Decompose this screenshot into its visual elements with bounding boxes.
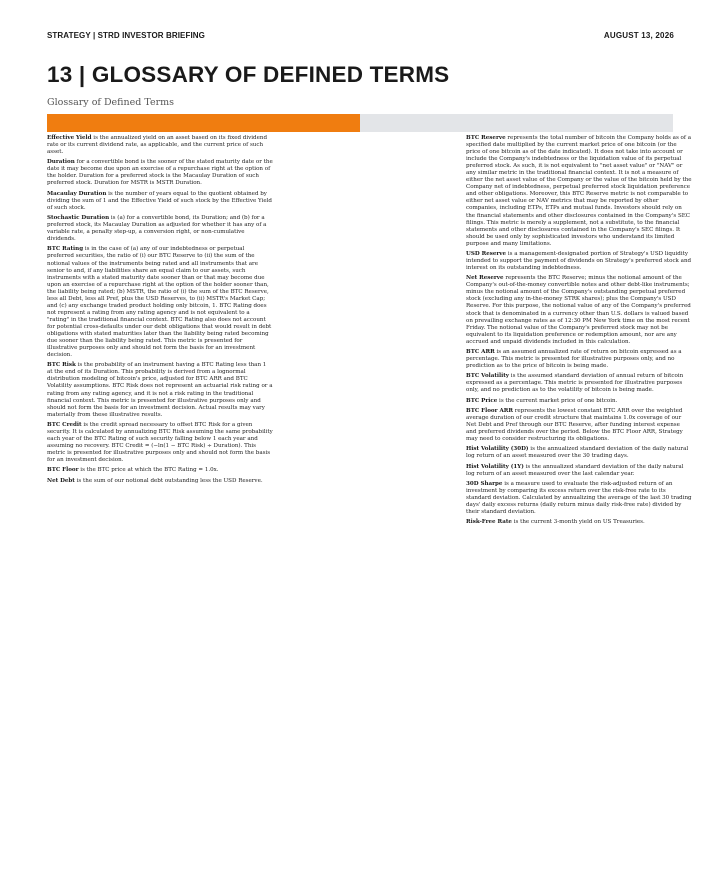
glossary-term: BTC Rating bbox=[47, 246, 84, 253]
glossary-definition: for a convertible bond is the sooner of the stated maturity date or the date it may become due upon an exercise of a repurchase right at the option of the holder. Duration for a preferred stock is the Macaulay Duration of such preferred stock. Duration for MSTR is MSTR Duration. bbox=[47, 159, 273, 187]
glossary-entry bbox=[47, 191, 273, 212]
gray-band bbox=[360, 114, 673, 132]
glossary-definition: represents the lowest constant BTC ARR over the weighted average duration of our credit structure that maintains 1.0x coverage of our Net Debt and Pref through our BTC Reserve, after funding interest expense and preferred dividends over the period. Below the BTC Floor ARR, Strategy may need to consider restructuring its obligations. bbox=[466, 407, 683, 442]
glossary-term: 30D Sharpe bbox=[466, 480, 503, 487]
glossary-term: Macaulay Duration bbox=[47, 190, 107, 197]
glossary-entry bbox=[47, 215, 273, 243]
glossary-term: Risk-Free Rate bbox=[466, 519, 512, 526]
glossary-definition: is an assumed annualized rate of return on bitcoin expressed as a percentage. This metric is presented for illustrative purposes only, and no prediction as to the price of bitcoin is being made. bbox=[466, 348, 682, 370]
header-left-text: STRATEGY | STRD INVESTOR BRIEFING bbox=[47, 31, 205, 40]
glossary-term: BTC ARR bbox=[466, 348, 495, 355]
glossary-definition: represents the total number of bitcoin the Company holds as of a specified date multiplied by the current market price of one bitcoin (or the price of one bitcoin as of the date indicated). It does not take into account or include the Company's indebtedness or the liquidation value of its perpetual preferred stock. As such, it is not equivalent to "net asset value" or "NAV" or any similar metric in the traditional financial context. It is not a measure of either the net asset value of the Company or the value of the bitcoin held by the Company net of indebtedness, perpetual preferred stock liquidation preference and other obligations. Moreover, this BTC Reserve metric is not comparable to either net asset value or NAV metrics that may be reported by other companies, including ETPs, ETPs and mutual funds. Investors should rely on the financial statements and other disclosures contained in the Company's SEC filings. This metric is merely a supplement, not a substitute, to the financial statements and other disclosures contained in the Company's SEC filings. It should be used only by sophisticated investors who understand its limited purpose and many limitations. bbox=[466, 135, 692, 247]
glossary-definition: is in the case of (a) any of our indebtedness or perpetual preferred securities, the ratio of (i) our BTC Reserve to (ii) the sum of the notional values of the instruments being rated and all instruments that are senior to and, if any liabilities share an equal claim to our assets, such instruments with a stated maturity date sooner than or that may become due upon an exercise of a repurchase right at the option of the holder sooner than, the liability being rated; (b) MSTR, the ratio of (i) the sum of the BTC Reserve, less all Debt, less all Pref, plus the USD Reserves, to (ii) MSTR's Market Cap; and (c) any exchange traded product holding only bitcoin, 1. BTC Rating does not represent a rating from any rating agency and is not equivalent to a "rating" in the traditional financial context. BTC Rating also does not account for potential cross-defaults under our debt obligations that would result in debt obligations with stated maturities later than the liability being rated becoming due sooner than the liability being rated. This metric is presented for illustrative purposes only and should not form the basis for an investment decision. bbox=[47, 246, 272, 359]
glossary-entry bbox=[466, 408, 692, 443]
glossary-term: BTC Price bbox=[466, 397, 498, 404]
page-subtitle: Glossary of Defined Terms bbox=[47, 97, 175, 108]
page-title: 13 | GLOSSARY OF DEFINED TERMS bbox=[47, 62, 450, 87]
glossary-entry bbox=[47, 159, 273, 187]
glossary-entry bbox=[47, 467, 273, 474]
glossary-entry bbox=[466, 464, 692, 478]
glossary-entry bbox=[47, 478, 273, 485]
glossary-term: BTC Floor ARR bbox=[466, 407, 513, 414]
glossary-definition: is a management-designated portion of Strategy's USD liquidity intended to support the payment of dividends on Strategy's preferred stock and interest on its outstanding indebtedness. bbox=[466, 250, 692, 272]
glossary-definition: is the annualized standard deviation of the daily natural log return of an asset measured over the last calendar year. bbox=[466, 463, 684, 477]
glossary-definition: is the annualized yield on an asset based on its fixed dividend rate or its current dividend rate, as applicable, and the current price of such asset. bbox=[47, 135, 267, 156]
glossary-definition: is the number of years equal to the quotient obtained by dividing the sum of 1 and the Effective Yield of such stock by the Effective Yield of such stock. bbox=[47, 190, 272, 211]
glossary-definition: is the current market price of one bitcoin. bbox=[497, 397, 618, 404]
glossary-definition: is the credit spread necessary to offset BTC Risk for a given security. It is calculated by annualizing BTC Risk assuming the same probability each year of the BTC Rating of such security falling below 1 each year and assuming no recovery. BTC Credit = (−ln(1 − BTC Risk) ÷ Duration). This metric is presented for illustrative purposes only and should not form the basis for an investment decision. bbox=[47, 421, 273, 464]
glossary-term: BTC Risk bbox=[47, 362, 76, 369]
glossary-entry bbox=[466, 251, 692, 272]
glossary-term: BTC Floor bbox=[47, 467, 79, 474]
glossary-entry bbox=[47, 246, 273, 359]
glossary-entry bbox=[466, 373, 692, 394]
glossary-definition: is the probability of an instrument having a BTC Rating less than 1 at the end of its Duration. This probability is derived from a lognormal distribution modeling of bitcoin's price, adjusted for BTC ARR and BTC Volatility assumptions. BTC Risk does not represent an actuarial risk rating or a rating from any rating agency, and it is not a risk rating in the traditional financial context. This metric is presented for illustrative purposes only and should not form the basis for an investment decision. Actual results may vary materially from these illustrative results. bbox=[47, 362, 273, 418]
glossary-entry bbox=[47, 362, 273, 418]
glossary-definition: represents the BTC Reserve; minus the notional amount of the Company's out-of-the-money convertible notes and other debt-like instruments; minus the notional amount of the Company's outstanding perpetual preferred stock (excluding any in-the-money STRK shares); plus the Company's USD Reserve. For this purpose, the notional value of any of the Company's preferred stock that is denominated in a currency other than U.S. dollars is valued based on prevailing exchange rates as of 12:30 PM New York time on the most recent Friday. The notional value of the Company's preferred stock may not be equivalent to its liquidation preference or redemption amount, nor are any accrued and unpaid dividends included in this calculation. bbox=[466, 275, 691, 345]
glossary-entry bbox=[466, 135, 692, 248]
header-date: AUGUST 13, 2026 bbox=[603, 31, 674, 40]
glossary-term: Hist Volatility (30D) bbox=[466, 446, 529, 453]
glossary-term: Hist Volatility (1Y) bbox=[466, 463, 524, 470]
glossary-term: Duration bbox=[47, 159, 75, 166]
glossary-entry bbox=[466, 398, 692, 405]
glossary-right-column bbox=[466, 135, 692, 529]
glossary-term: BTC Volatility bbox=[466, 373, 510, 380]
glossary-left-column bbox=[47, 135, 273, 488]
glossary-definition: is the current 3-month yield on US Treasuries. bbox=[511, 519, 645, 526]
glossary-definition: is the BTC price at which the BTC Rating = 1.0x. bbox=[78, 467, 219, 474]
glossary-term: Effective Yield bbox=[47, 135, 92, 141]
glossary-term: Net Debt bbox=[47, 477, 75, 484]
glossary-term: Net Reserve bbox=[466, 275, 504, 282]
glossary-entry bbox=[466, 349, 692, 370]
glossary-definition: is the assumed standard deviation of annual return of bitcoin expressed as a percentage. This metric is presented for illustrative purposes only, and no prediction as to the volatility of bitcoin is being made. bbox=[466, 373, 684, 394]
glossary-definition: is (a) for a convertible bond, its Duration; and (b) for a preferred stock, its Macaulay Duration as adjusted for whether it has any of a variable rate, a penalty step-up, a conversion right, or non-cumulative dividends. bbox=[47, 215, 267, 243]
glossary-definition: is the annualized standard deviation of the daily natural log return of an asset measured over the 30 trading days. bbox=[466, 446, 689, 460]
glossary-entry bbox=[47, 135, 273, 156]
glossary-entry bbox=[47, 422, 273, 464]
glossary-term: Stochastic Duration bbox=[47, 215, 110, 222]
glossary-definition: is a measure used to evaluate the risk-adjusted return of an investment by comparing its excess return over the risk-free rate to its standard deviation. Calculated by annualizing the average of the last 30 trading days' daily excess returns (daily return minus daily risk-free rate) divided by their standard deviation. bbox=[466, 480, 692, 515]
accent-band bbox=[47, 114, 360, 132]
glossary-term: USD Reserve bbox=[466, 250, 507, 257]
glossary-entry bbox=[466, 481, 692, 516]
glossary-term: BTC Reserve bbox=[466, 135, 506, 141]
glossary-term: BTC Credit bbox=[47, 421, 82, 428]
glossary-entry bbox=[466, 446, 692, 460]
glossary-entry bbox=[466, 519, 692, 526]
glossary-definition: is the sum of our notional debt outstanding less the USD Reserve. bbox=[74, 477, 263, 484]
glossary-entry bbox=[466, 275, 692, 345]
